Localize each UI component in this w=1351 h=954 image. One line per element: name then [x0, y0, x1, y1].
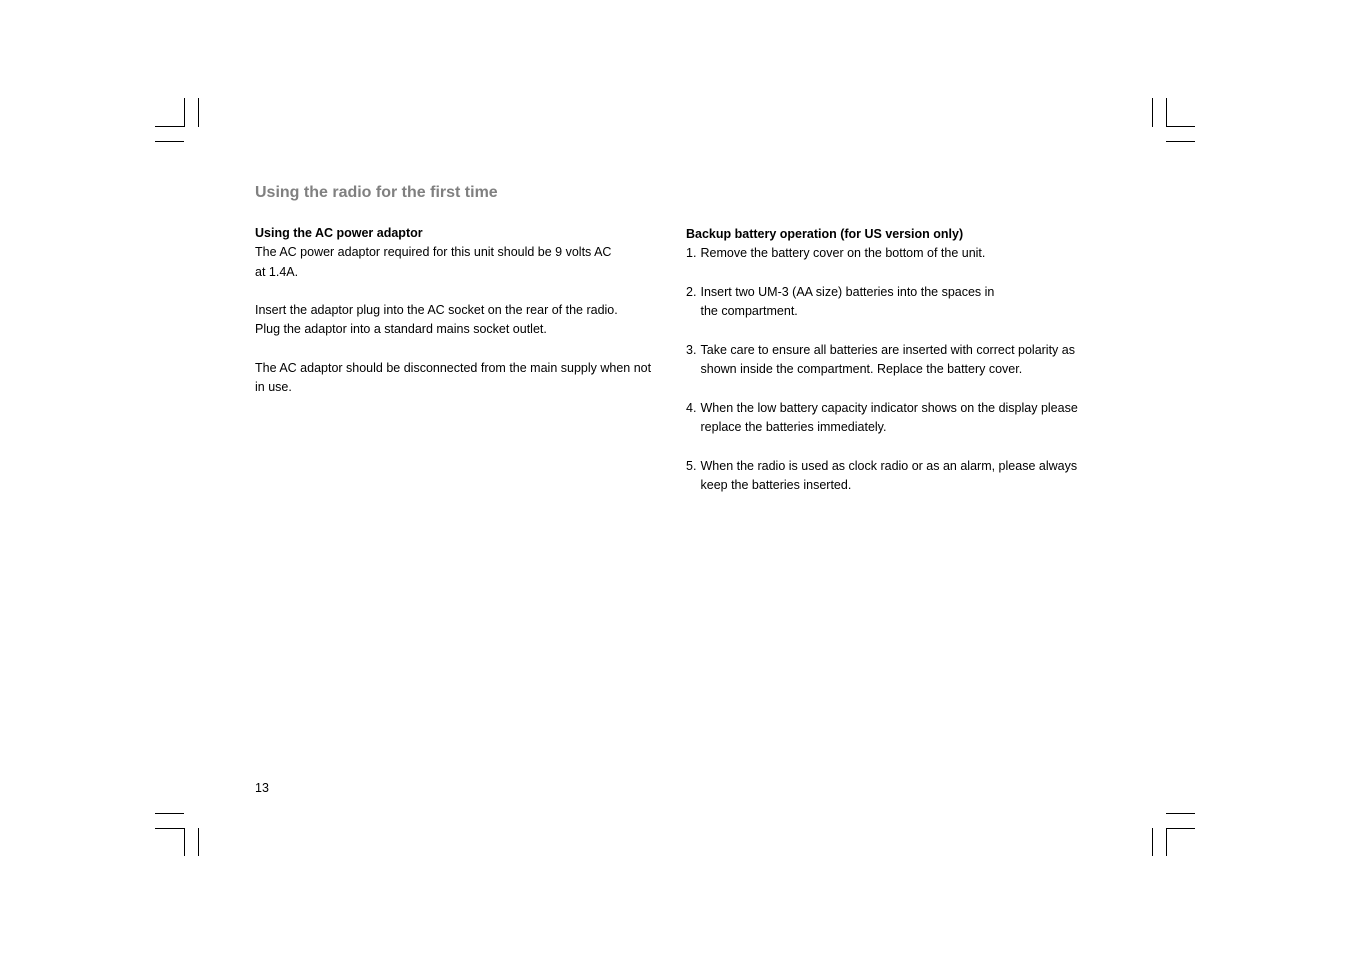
page-title: Using the radio for the first time: [255, 184, 498, 201]
step-number: 4.: [686, 400, 697, 415]
crop-mark-top-right-v1: [1152, 98, 1153, 127]
battery-step: [686, 283, 1106, 322]
page-number: 13: [255, 781, 269, 795]
ac-adaptor-paragraph: The AC power adaptor required for this unit should be 9 volts AC at 1.4A.: [255, 245, 612, 279]
crop-mark-top-right-v2: [1166, 98, 1167, 127]
step-text: When the radio is used as clock radio or as an alarm, please always keep the batteries inserted.: [700, 458, 1078, 492]
right-column: [686, 225, 1106, 495]
step-number: 5.: [686, 458, 697, 473]
step-text: Remove the battery cover on the bottom of the unit.: [700, 246, 986, 261]
step-text: When the low battery capacity indicator shows on the display please replace the batteries immediately.: [700, 400, 1078, 434]
crop-mark-bottom-left-h1: [155, 813, 184, 814]
crop-mark-top-left-v1: [184, 98, 185, 127]
crop-mark-top-right-h2: [1166, 141, 1195, 142]
backup-battery-heading: Backup battery operation (for US version only): [686, 227, 964, 241]
crop-mark-bottom-right-h1: [1166, 813, 1195, 814]
battery-step: [686, 399, 1106, 438]
crop-mark-bottom-right-v2: [1166, 828, 1167, 856]
ac-adaptor-paragraph: The AC adaptor should be disconnected from the main supply when not in use.: [255, 361, 652, 395]
battery-step: [686, 244, 1106, 263]
step-number: 1.: [686, 246, 697, 261]
crop-mark-top-left-h2: [155, 141, 184, 142]
ac-adaptor-heading: Using the AC power adaptor: [255, 226, 423, 240]
step-text: Take care to ensure all batteries are inserted with correct polarity as shown inside the compartment. Replace the battery cover.: [700, 342, 1075, 377]
crop-mark-top-left-v2: [198, 98, 199, 127]
crop-mark-bottom-right-h2: [1166, 828, 1195, 829]
crop-mark-top-left-h1: [155, 126, 184, 127]
crop-mark-bottom-right-v1: [1152, 828, 1153, 856]
ac-adaptor-paragraph: Insert the adaptor plug into the AC socket on the rear of the radio. Plug the adaptor into a standard mains socket outlet.: [255, 303, 618, 337]
crop-mark-bottom-left-h2: [155, 828, 184, 829]
step-number: 3.: [686, 342, 697, 357]
step-number: 2.: [686, 284, 697, 299]
crop-mark-bottom-left-v2: [198, 828, 199, 856]
step-text: Insert two UM-3 (AA size) batteries into the spaces in the compartment.: [700, 284, 995, 319]
crop-mark-top-right-h1: [1166, 126, 1195, 127]
battery-step: [686, 457, 1106, 496]
battery-step: [686, 341, 1106, 380]
left-column: [255, 224, 675, 398]
crop-mark-bottom-left-v1: [184, 828, 185, 856]
